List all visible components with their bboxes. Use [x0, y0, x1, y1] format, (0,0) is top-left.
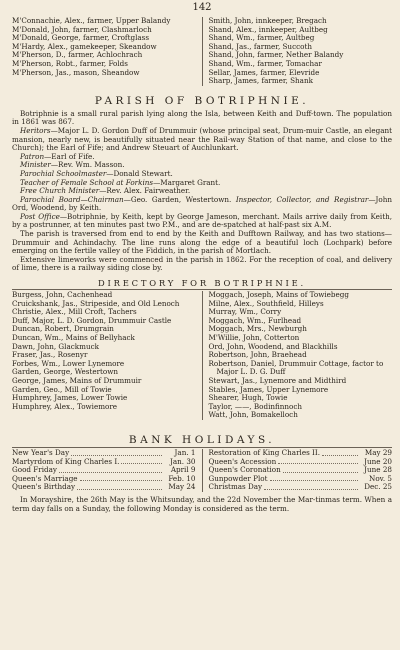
directory-list [12, 289, 392, 420]
dot-leader [59, 466, 162, 473]
holiday-row [12, 483, 196, 492]
directory-entry: Ord, John, Woodend, and Blackhills [208, 341, 338, 351]
holiday-name: Good Friday [12, 465, 57, 475]
dot-leader [77, 483, 161, 490]
board-paragraph [12, 196, 392, 213]
dot-leader [283, 466, 358, 473]
list-item: Shand, John, farmer, Nether Balandy [208, 50, 344, 60]
heritors-paragraph [12, 127, 392, 153]
directory-entry: Moggach, Mrs., Newburgh [208, 324, 307, 334]
list-item: M'Donald, George, farmer, Croftglass [12, 33, 150, 43]
holiday-date: April 9 [170, 465, 196, 475]
dot-leader [71, 449, 161, 456]
free-church-label: Free Church Minister [20, 186, 100, 196]
directory-entry: Forbes, Wm., Lower Lynemore [12, 358, 125, 368]
holiday-name: Queen's Marriage [12, 473, 78, 483]
female-school-text: —Margaret Grant. [153, 177, 221, 187]
directory-entry: Duncan, Robert, Drumgrain [12, 324, 114, 334]
page-number: 142 [192, 2, 212, 13]
post-office-paragraph [12, 213, 392, 230]
dot-leader [80, 475, 162, 482]
bank-holidays-left [12, 449, 202, 492]
inspector-text: —John Ord, Woodend, by Keith. [12, 194, 392, 213]
list-item: M'Donald, John, farmer, Clashmarloch [12, 24, 152, 34]
bank-holidays-title: BANK HOLIDAYS. [128, 433, 276, 446]
holiday-name: Queen's Coronation [208, 465, 281, 475]
post-office-label: Post Office [20, 211, 60, 221]
holiday-date: Jan. 30 [169, 456, 196, 466]
directory-entry: Garden, Geo., Mill of Towie [12, 384, 112, 394]
holiday-date: June 28 [364, 465, 392, 475]
directory-entry: Taylor, ——, Bodinfinnoch [208, 401, 303, 411]
directory-entry: Robertson, Daniel, Drummuir Cottage, factor to Major L. D. G. Duff [208, 358, 384, 377]
directory-entry: Moggach, Wm., Furlhead [208, 315, 302, 325]
bank-holidays-right [202, 449, 393, 492]
minister-label: Minister [20, 160, 51, 170]
list-item: M'Connachie, Alex., farmer, Upper Balandy [12, 16, 171, 25]
list-item: Shand, Wm., farmer, Tomachar [208, 58, 322, 68]
free-church-text: —Rev. Alex. Fairweather. [99, 186, 191, 196]
parish-title: PARISH OF BOTRIPHNIE. [94, 94, 310, 107]
parish-intro: Botriphnie is a small rural parish lying along the Isla, between Keith and Duff-town. The population in 1861 was 867. [12, 108, 392, 127]
list-item: M'Pherson, Jas., mason, Sheandow [12, 67, 140, 77]
holiday-date: Feb. 10 [168, 473, 196, 483]
directory-entry: Duff, Major, L. D. Gordon, Drummuir Castle [12, 315, 172, 325]
limeworks-paragraph: Extensive limeworks were commenced in the parish in 1862. For the reception of coal, and delivery of lime, there is a railway siding close by. [12, 254, 392, 273]
minister-text: —Rev. Wm. Masson. [50, 160, 125, 170]
schoolmaster-label: Parochial Schoolmaster [20, 168, 107, 178]
directory-entry: Duncan, Wm., Mains of Bellyhack [12, 333, 135, 342]
directory-entry: George, James, Mains of Drummuir [12, 375, 142, 385]
directory-entry: Christie, Alex., Mill Croft, Tachers [12, 307, 137, 317]
bank-holidays-list [12, 447, 392, 492]
directory-entry: Stables, James, Upper Lynemore [208, 384, 329, 394]
railway-paragraph: The parish is traversed from end to end by the Keith and Dufftown Railway, and has two stations—Drummuir and Achindachy. The line runs along the edge of a beautiful loch (Lochpark) before emerging on the fertile valley of the Fiddich, in the parish of Mortlach. [12, 229, 392, 256]
holiday-name: Queen's Birthday [12, 482, 76, 492]
board-label: Parochial Board—Chairman [20, 194, 124, 204]
directory-entry: Garden, George, Westertown [12, 367, 119, 377]
directory-entry: Dawn, John, Glackmuck [12, 341, 99, 351]
patron-text: —Earl of Fife. [44, 151, 95, 161]
directory-entry: Robertson, John, Braehead [208, 350, 307, 360]
directory-entry: Murray, Wm., Corry [208, 307, 282, 317]
holiday-name: Gunpowder Plot [208, 473, 268, 483]
dot-leader [121, 458, 161, 465]
list-item: Smith, John, innkeeper, Bregach [208, 16, 327, 25]
directory-left [12, 291, 202, 420]
holiday-date: May 24 [168, 482, 196, 492]
list-item: Shand, Jas., farmer, Succoth [208, 41, 312, 51]
holiday-date: Nov. 5 [369, 473, 392, 483]
dot-leader [322, 449, 358, 456]
holiday-date: June 20 [364, 456, 392, 466]
holiday-name: New Year's Day [12, 447, 70, 457]
top-list [12, 17, 392, 86]
heritors-label: Heritors [20, 125, 51, 135]
list-item: M'Pherson, Robt., farmer, Folds [12, 58, 128, 68]
directory-entry: Stewart, Jas., Lynemore and Midthird [208, 375, 347, 385]
holiday-name: Christmas Day [208, 482, 263, 492]
list-item: Shand, Alex., innkeeper, Aultbeg [208, 24, 328, 34]
directory-right [202, 291, 393, 420]
directory-entry: Fraser, Jas., Rosenyr [12, 350, 88, 360]
board-text: —Geo. Garden, Westertown. [123, 194, 232, 204]
directory-entry: Shearer, Hugh, Towie [208, 393, 288, 403]
dot-leader [270, 475, 358, 482]
list-item: Shand, Wm., farmer, Aultbeg [208, 33, 315, 43]
heritors-text: —Major L. D. Gordon Duff of Drummuir (whose principal seat, Drum-muir Castle, an elegant mansion, nearly new, is beautifully situated near the Rail-way Station of that name, and close to the Church); the Earl of Fife; and Andrew Steuart of Auchlunkart. [12, 125, 392, 153]
directory-entry: M'Willie, John, Cotterton [208, 333, 300, 342]
list-item: M'Hardy, Alex., gamekeeper, Skeandow [12, 41, 157, 51]
top-list-left [12, 17, 202, 86]
female-school-label: Teacher of Female School at Forkins [20, 177, 154, 187]
holiday-row [209, 483, 393, 492]
list-item: Sellar, James, farmer, Elevride [208, 67, 320, 77]
top-list-right [202, 17, 393, 86]
directory-entry: Humphrey, Alex., Towiemore [12, 401, 118, 411]
post-office-text: —Botriphnie, by Keith, kept by George Jameson, merchant. Mails arrive daily from Keith, by a postrunner, at ten minutes past two P.M., and are de-spatched at half-past six A.M. [12, 211, 393, 230]
directory-entry: Watt, John, Bomakelloch [208, 410, 298, 420]
inspector-label: Inspector, Collector, and Registrar [235, 194, 369, 204]
directory-title: DIRECTORY FOR BOTRIPHNIE. [98, 278, 306, 289]
directory-entry: Burgess, John, Cachenhead [12, 290, 113, 300]
patron-label: Patron [20, 151, 45, 161]
directory-entry: Milne, Alex., Southfield, Hilleys [208, 298, 324, 308]
bank-holidays-note: In Morayshire, the 26th May is the Whitsunday, and the 22d November the Mar-tinmas term. When a term day falls on a Sunday, the following Monday is considered as the term. [12, 494, 392, 513]
directory-entry: Humphrey, James, Lower Towie [12, 393, 128, 403]
holiday-date: May 29 [364, 447, 392, 457]
dot-leader [264, 483, 358, 490]
directory-entry: Cruickshank, Jas., Stripeside, and Old Lenoch [12, 298, 180, 308]
list-item: M'Pherson, D., farmer, Achlochrach [12, 50, 143, 60]
holiday-name: Restoration of King Charles II. [208, 447, 321, 457]
list-item: Sharp, James, farmer, Shank [208, 76, 313, 86]
holiday-date: Jan. 1 [174, 447, 196, 457]
holiday-date: Dec. 25 [364, 482, 392, 492]
holiday-name: Queen's Accession [208, 456, 277, 466]
directory-entry: Moggach, Joseph, Mains of Towiebegg [208, 290, 349, 300]
dot-leader [278, 458, 358, 465]
schoolmaster-text: —Donald Stewart. [106, 168, 173, 178]
holiday-name: Martyrdom of King Charles I. [12, 456, 120, 466]
